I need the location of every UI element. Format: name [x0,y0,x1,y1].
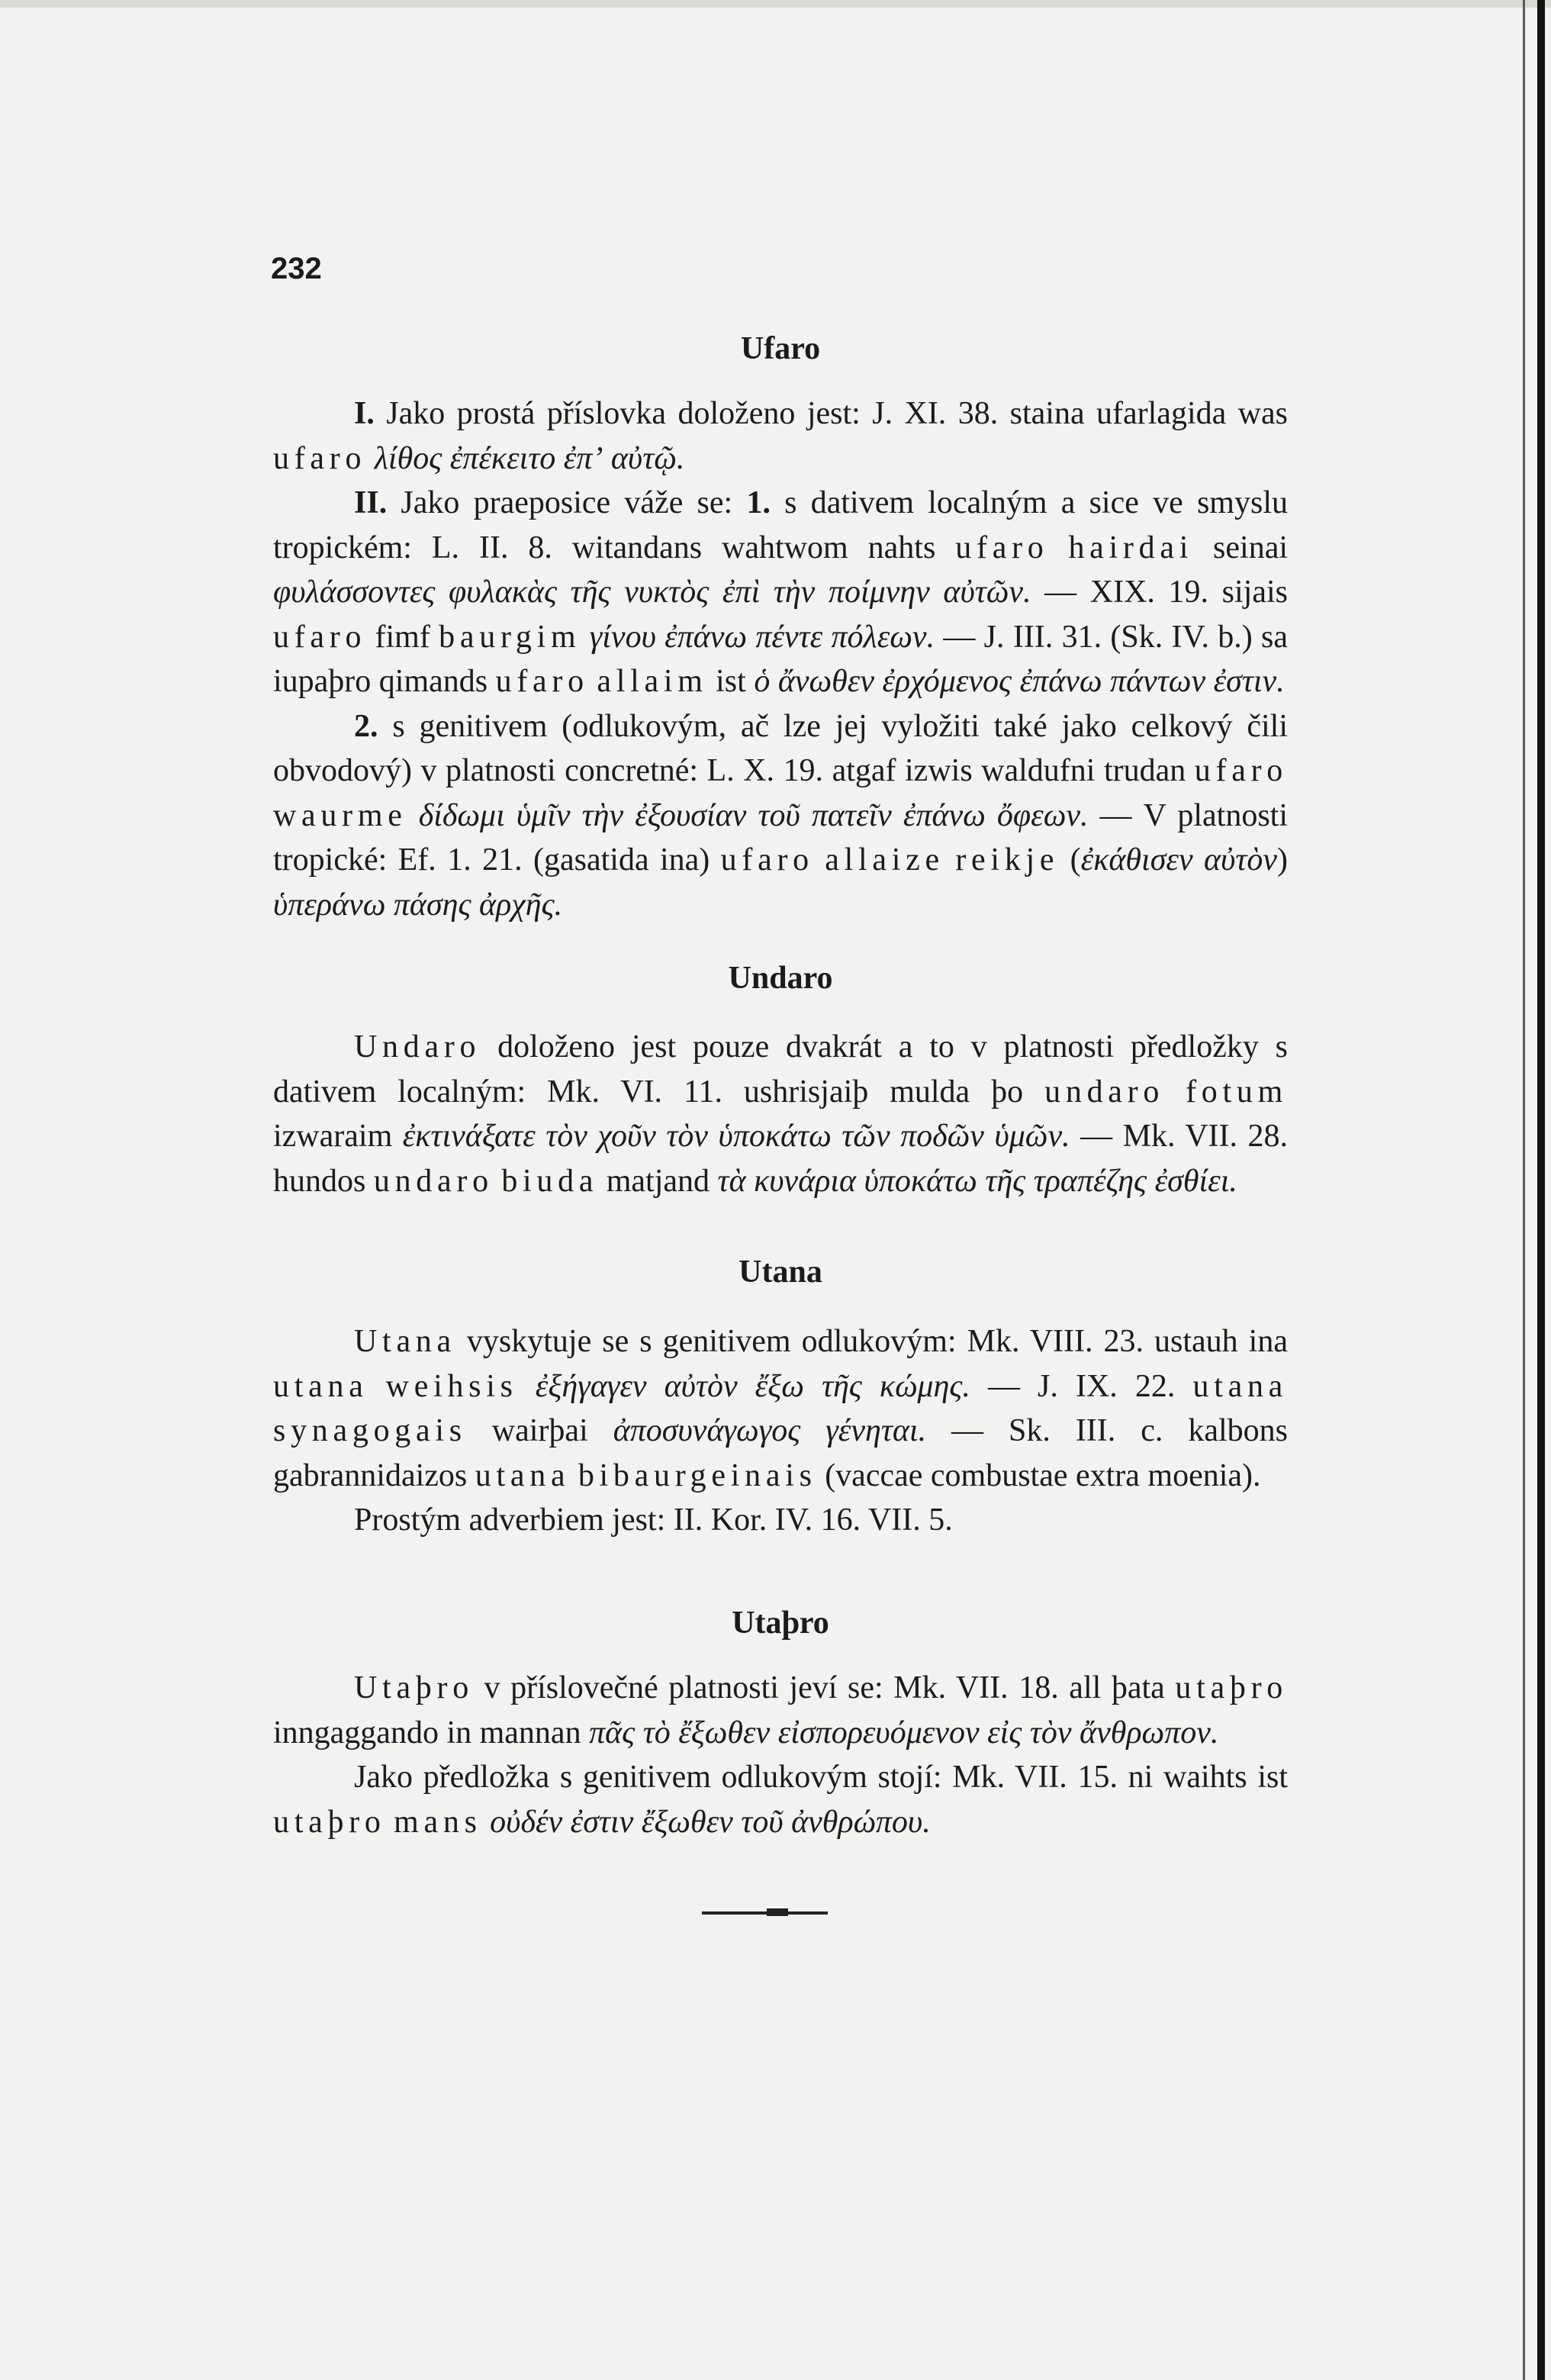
text-run: — J. IX. 22. [970,1368,1193,1404]
entry-heading-utana: Utana [738,1254,822,1290]
text-run: doloženo jest pouze dvakrát a to v platnosti předložky s dativem localným: Mk. VI. 11. ushrisjaiþ mulda þo [273,1029,1288,1109]
paragraph [273,1666,1288,1755]
spaced-term: weihsis [385,1368,518,1404]
spaced-term: ufaro [273,619,367,655]
greek-text: ὁ ἄνωθεν ἐρχόμενος ἐπάνω πάντων ἐστιν. [754,664,1285,699]
text-run: inngaggando in mannan [273,1715,590,1750]
entry-heading-undaro: Undaro [728,961,833,996]
text-run: ) [1277,842,1289,878]
text-run [589,664,597,699]
text-run [518,1369,536,1404]
scan-top-edge [0,0,1551,8]
spaced-term: waurme [273,797,407,833]
text-run [494,1164,502,1199]
spaced-term: ufaro [955,530,1049,565]
entry-body-undaro [273,1025,1288,1203]
scan-right-edge [1537,0,1545,2380]
spaced-term: undaro [1044,1074,1165,1109]
spaced-term: bibaurgeinais [578,1457,817,1493]
text-run: — V platnosti tropické: Ef. 1. 21. (gasatida ina) [273,797,1289,878]
bold-marker: 1. [746,485,771,520]
spaced-term: ufaro [495,664,589,699]
text-run: izwaraim [273,1119,403,1154]
text-run: s dativem localným a sice ve smyslu tropickém: L. II. 8. witandans wahtwom nahts [273,485,1288,565]
text-run [570,1458,578,1493]
spaced-term: fotum [1186,1074,1288,1109]
spaced-term: allaim [597,664,708,699]
spaced-term: baurgim [439,619,581,655]
text-run: ( [1059,842,1081,878]
greek-text: ἐκάθισεν αὐτὸν [1080,842,1278,878]
spaced-term: utana [1192,1368,1289,1404]
paragraph [273,1319,1288,1498]
entry-heading-ufaro: Ufaro [740,331,821,366]
bold-marker: 2. [354,708,378,744]
spaced-term: utaþro [273,1804,386,1840]
spaced-term: ufaro [720,842,814,878]
end-rule-ornament [767,1908,788,1916]
text-run: — J. III. 31. (Sk. IV. b.) sa iupaþro qimands [273,619,1289,699]
greek-text: γίνου ἐπάνω πέντε πόλεων. [589,619,935,655]
text-run: Prostým adverbiem jest: II. Kor. IV. 16. VII. 5. [354,1502,953,1538]
spaced-term: Undaro [354,1029,481,1064]
spaced-term: ufaro [1194,753,1288,788]
greek-text: ἀποσυνάγωγος γένηται. [613,1413,927,1448]
entry-body-utathro [273,1666,1288,1844]
text-run: Jako praeposice váže se: [387,485,747,520]
text-run: fimf [366,619,439,655]
end-rule [702,1911,828,1915]
spaced-term: Utana [354,1324,456,1359]
text-run [368,1369,386,1404]
paragraph [273,481,1288,704]
spaced-term: ufaro [273,440,367,476]
greek-text: φυλάσσοντες φυλακὰς τῆς νυκτὸς ἐπὶ τὴν ποίμνην αὐτῶν. [273,575,1031,610]
text-run: wairþai [466,1413,613,1448]
text-run: — Mk. VII. 28. hundos [273,1119,1288,1199]
text-run [482,1805,491,1840]
spaced-term: hairdai [1068,530,1194,565]
greek-text: λίθος ἐπέκειτο ἐπʼ αὐτῷ. [374,440,685,476]
spaced-term: synagogais [273,1413,467,1448]
bold-marker: II. [354,485,388,520]
text-run [386,1805,394,1840]
text-run: Jako předložka s genitivem odlukovým stojí: Mk. VII. 15. ni waihts ist [354,1760,1288,1795]
spaced-term: reikje [955,842,1060,878]
page-number: 232 [271,252,322,285]
spaced-term: utana [273,1368,368,1404]
paragraph [273,1498,1288,1543]
entry-body-utana [273,1319,1288,1543]
scan-right-line [1523,0,1525,2380]
text-run: ist [707,664,755,699]
text-run: vyskytuje se s genitivem odlukovým: Mk. VIII. 23. ustauh ina [455,1324,1288,1359]
greek-text: ὑπεράνω πάσης ἀρχῆς. [273,887,563,923]
text-run: matjand [598,1163,718,1199]
entry-heading-utathro: Utaþro [732,1605,829,1641]
entry-body-ufaro [273,391,1288,927]
greek-text: πᾶς τὸ ἔξωθεν εἰσπορευόμενον εἰς τὸν ἄνθρωπον. [589,1715,1219,1750]
text-run [407,798,419,833]
text-run: — Sk. III. c. kalbons gabrannidaizos [273,1413,1288,1493]
spaced-term: allaize [825,842,944,878]
spaced-term: biuda [501,1163,599,1199]
paragraph [273,704,1288,928]
greek-text: οὐδέν ἐστιν ἔξωθεν τοῦ ἀνθρώπου. [490,1804,931,1840]
spaced-term: Utaþro [354,1670,474,1705]
text-run: seinai [1193,530,1289,565]
text-run: s genitivem (odlukovým, ač lze jej vyložiti také jako celkový čili obvodový) v platnosti concretné: L. X. 19. atgaf izwis waldufni trudan [273,708,1288,788]
paragraph [273,391,1288,481]
spaced-term: mans [394,1804,482,1840]
bold-marker: I. [354,396,375,431]
spaced-term: utaþro [1175,1670,1288,1705]
text-run [581,620,589,655]
greek-text: ἐξήγαγεν αὐτὸν ἔξω τῆς κώμης. [535,1368,970,1404]
greek-text: δίδωμι ὑμῖν τὴν ἐξουσίαν τοῦ πατεῖν ἐπάνω ὄφεων. [418,797,1089,833]
text-run [366,441,375,476]
text-run: (vaccae combustae extra moenia). [816,1457,1261,1493]
text-run [944,842,955,878]
greek-text: τὰ κυνάρια ὑποκάτω τῆς τραπέζης ἐσθίει. [717,1163,1237,1199]
paragraph [273,1755,1288,1844]
spaced-term: utana [475,1457,571,1493]
text-run: Jako prostá příslovka doloženo jest: J. XI. 38. staina ufarlagida was [374,396,1288,431]
text-run: v příslovečné platnosti jeví se: Mk. VII. 18. all þata [473,1670,1176,1705]
text-run [1164,1074,1186,1109]
paragraph [273,1025,1288,1203]
spaced-term: undaro [373,1163,494,1199]
text-run: — XIX. 19. sijais [1031,575,1288,610]
text-run [1049,530,1069,565]
text-run [814,842,825,878]
greek-text: ἐκτινάξατε τὸν χοῦν τὸν ὑποκάτω τῶν ποδῶν ὑμῶν. [402,1119,1070,1154]
